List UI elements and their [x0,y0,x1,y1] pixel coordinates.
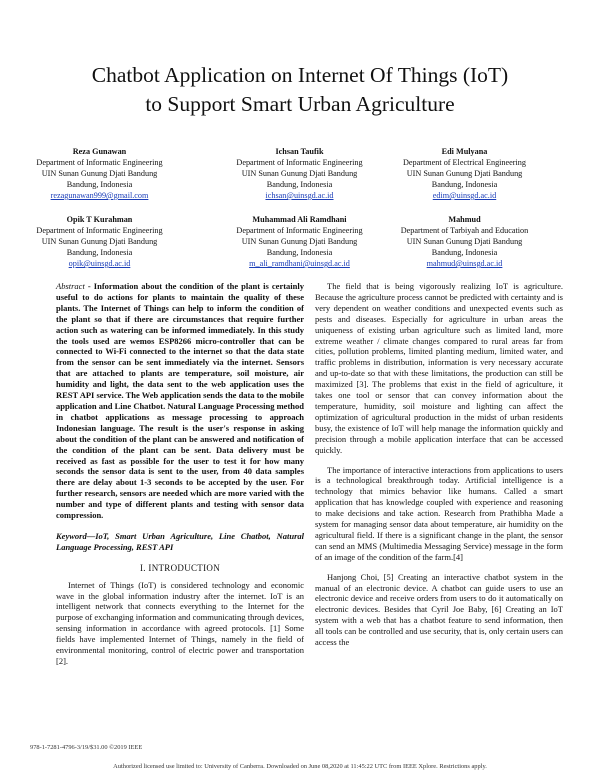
author-university: UIN Sunan Gunung Djati Bandung [241,169,358,178]
abstract-text: - Information about the condition of the plant is certainly useful to do actions for plants to maintain the quality of these plants. The Internet of Things can help to inform the condition of the plant so that if there are circumstances that require further action such as watering can be informed immediately. In this study the tools used are wemos ESP8266 micro-controller that can be connected to Wi-Fi connected to the internet so that the data state from the sensor can be sent immediately via the internet. Sensors that are attached to plants are temperature, soil moisture, air humidity and light, the data sent to the web application uses the REST API service. The Web application sends the data to the mobile application and Line Chatbot. Natural Language Processing method in chatbot applications as message processing to approach Indonesian language. The result is the user's response in asking about the condition of the plant can be answered and notification of the condition of the plant can be sent. Data delivery must be received as fast as possible for the user to test it for how many seconds the sensor data is sent to the user, from 40 data samples there are delay about 1-3 seconds to be accepted by the user. For further research, sensors are needed which are more varied with the number and type of different plants and testing with sensor data compression. [56,281,304,521]
author-block [212,146,387,201]
paragraph: The importance of interactive interactions from applications to users is a technological breakthrough today. Artificial intelligence is a technology that mimics behavior like humans. Called a smart application that has knowledge coupled with experience and reasoning to make decisions and take action. Research from Prathibha Made a system for managing sensor data about temperature, air humidity on the agricultural field. If there is a significant change in the plant, the sensor can send an MMS (Multimedia Messaging Service) message in the form of an image of the condition of the farm.[4] [315,464,563,562]
paragraph: Hanjong Choi, [5] Creating an interactive chatbot system in the manual of an electronic device. A chatbot can guide users to use an electronic device and receive orders from users to do it automatically on electronic devices. Besides that Cyril Joe Baby, [6] Creating an IoT system with a web that has a chatbot feature to send information, then all tools can be controlled and use security, that is, only certain users can access the [315,571,563,648]
title-line-2: to Support Smart Urban Agriculture [145,92,455,116]
author-name: Mahmud [448,215,481,224]
author-name: Reza Gunawan [72,147,127,156]
author-name: Opik T Kurahman [66,215,133,224]
author-city: Bandung, Indonesia [66,180,133,189]
author-department: Department of Electrical Engineering [403,158,526,167]
author-name: Ichsan Taufik [275,147,324,156]
author-university: UIN Sunan Gunung Djati Bandung [41,169,158,178]
section-heading-introduction: I. INTRODUCTION [140,562,220,573]
author-email-link[interactable]: rezagunawan999@gmail.com [50,191,149,200]
author-university: UIN Sunan Gunung Djati Bandung [406,237,523,246]
author-university: UIN Sunan Gunung Djati Bandung [41,237,158,246]
paragraph: The field that is being vigorously realizing IoT is agriculture. Because the agriculture process cannot be predicted with certainty and is very dependent on weather conditions and unexpected events such as pests and diseases. Especially for agriculture in urban areas the uniqueness of existing urban agriculture such as limited land, more extreme weather / climate changes compared to rural areas far from cities, pollution problems, limited planting medium, limited water, and traffic problems in distribution, information is very necessary accurate and up-to-date so that with these limitations, the production can still be maximized [3]. The problems that exist in the field of agriculture, it takes one tool or sensor that can convey information about the temperature, humidity, soil moisture and lighting can affect the optimization of agricultural production in the midst of urban residents busy, the existence of IoT will help manage the information quickly and precision through a mobile application interface that can be accessed quickly. [315,281,563,455]
author-block [12,214,187,269]
author-block [212,214,387,269]
author-university: UIN Sunan Gunung Djati Bandung [241,237,358,246]
author-block [377,146,552,201]
abstract [56,281,304,521]
author-department: Department of Informatic Engineering [36,158,163,167]
left-column [56,281,304,667]
author-name: Muhammad Ali Ramdhani [252,215,347,224]
abstract-lead: Abstract [56,281,85,291]
author-city: Bandung, Indonesia [431,180,498,189]
author-block [377,214,552,269]
author-department: Department of Informatic Engineering [236,226,363,235]
author-email-link[interactable]: mahmud@uinsgd.ac.id [426,259,503,268]
copyright-notice: 978-1-7281-4796-3/19/$31.00 ©2019 IEEE [30,744,143,751]
author-email-link[interactable]: m_ali_ramdhani@uinsgd.ac.id [249,259,350,268]
right-column [315,281,563,657]
author-city: Bandung, Indonesia [431,248,498,257]
author-city: Bandung, Indonesia [266,248,333,257]
author-city: Bandung, Indonesia [266,180,333,189]
author-department: Department of Tarbiyah and Education [400,226,529,235]
author-email-link[interactable]: edim@uinsgd.ac.id [432,191,497,200]
author-email-link[interactable]: opik@uinsgd.ac.id [68,259,131,268]
author-department: Department of Informatic Engineering [236,158,363,167]
keywords: Keyword—IoT, Smart Urban Agriculture, Line Chatbot, Natural Language Processing, REST API [56,530,304,552]
author-block [12,146,187,201]
paper-title [30,61,570,119]
download-footer: Authorized licensed use limited to: University of Canberra. Downloaded on June 08,2020 at 11:45:22 UTC from IEEE Xplore. Restrictions apply. [113,763,487,770]
author-email-link[interactable]: ichsan@uinsgd.ac.id [265,191,334,200]
author-name: Edi Mulyana [441,147,488,156]
title-line-1: Chatbot Application on Internet Of Things (IoT) [91,63,509,87]
author-university: UIN Sunan Gunung Djati Bandung [406,169,523,178]
author-city: Bandung, Indonesia [66,248,133,257]
paragraph: Internet of Things (IoT) is considered technology and economic wave in the global information industry after the internet. IoT is an intelligent network that connects everything to the Internet for the purpose of exchanging information and communicating through devices, sensing information in accordance with agreed protocols. [1] Some fields have implemented Internet of Things, namely in the field of environmental monitoring, control of electric power and transportation [2]. [56,579,304,666]
author-department: Department of Informatic Engineering [36,226,163,235]
